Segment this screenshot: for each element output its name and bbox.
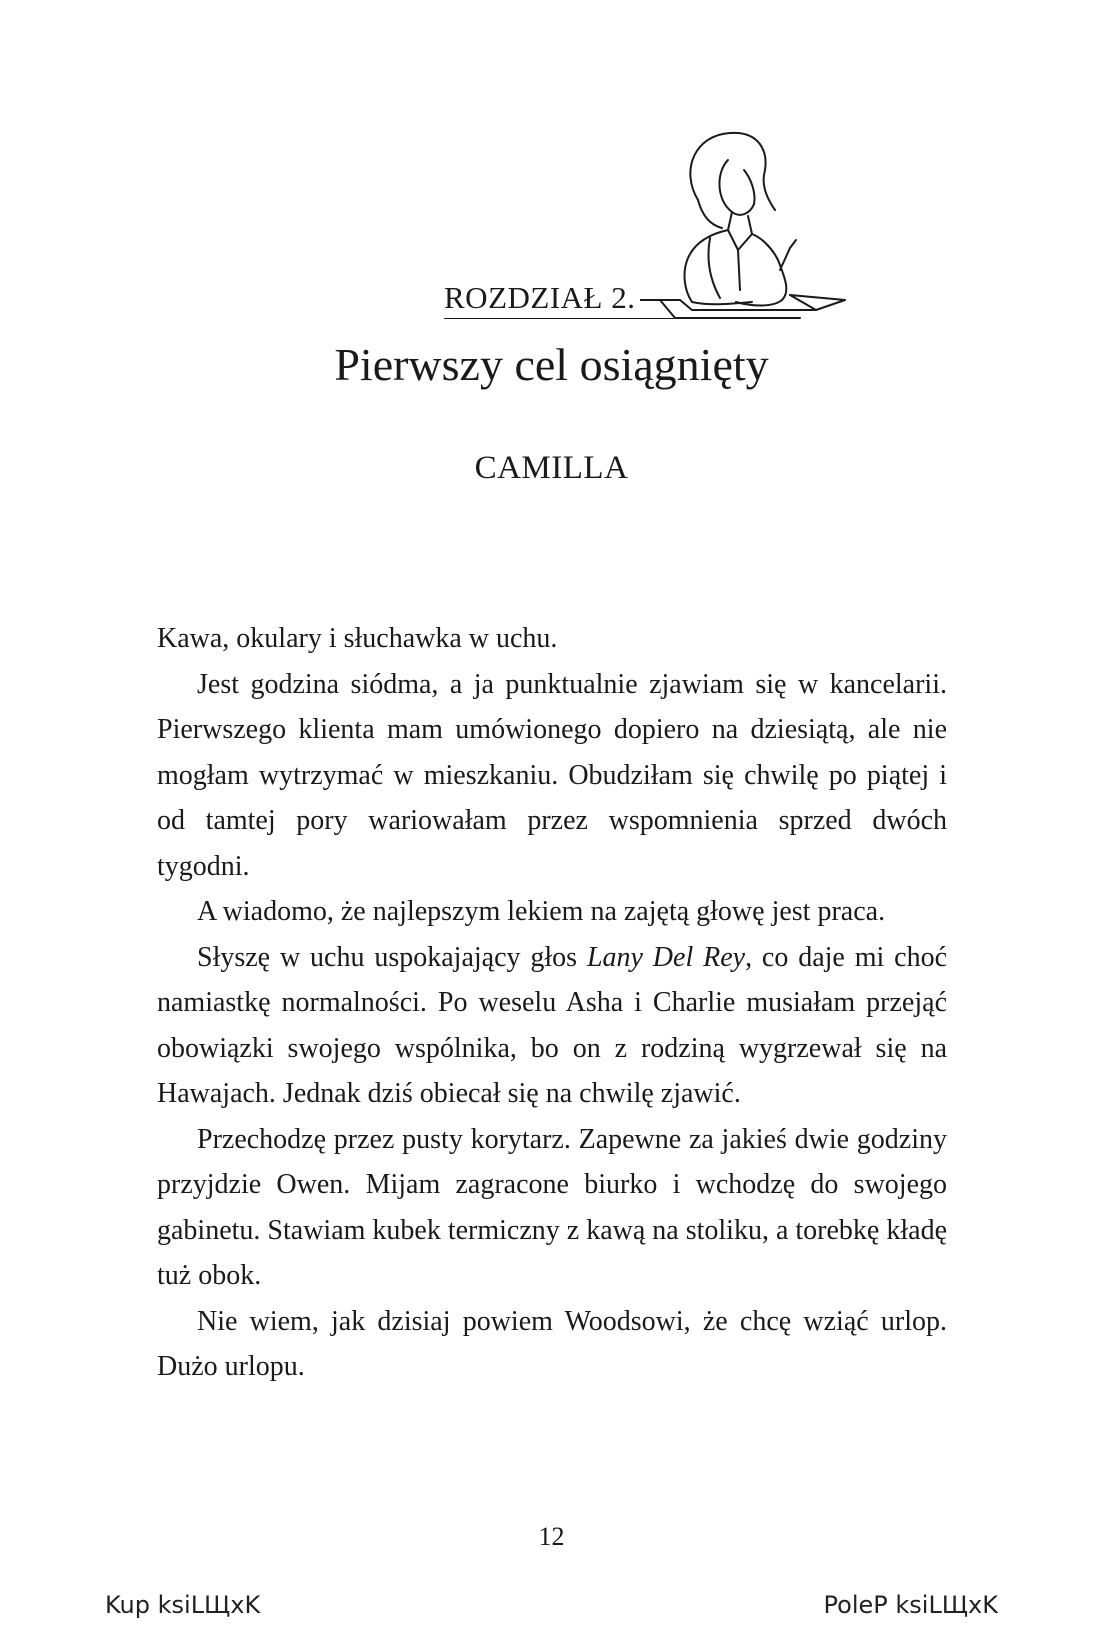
page-number: 12 [538, 1522, 565, 1551]
chapter-body [157, 616, 947, 1390]
woman-writing-at-desk-icon [640, 130, 900, 335]
chapter-label: ROZDZIAŁ 2. [444, 280, 636, 315]
buy-book-link[interactable]: Kup ksiLЩxK [105, 1591, 261, 1619]
paragraph-3: A wiadomo, że najlepszym lekiem na zajętą głowę jest praca. [197, 896, 886, 927]
paragraph-1: Kawa, okulary i słuchawka w uchu. [157, 623, 558, 654]
paragraph-4-start: Słyszę w uchu uspokajający głos [197, 941, 587, 973]
recommend-book-link[interactable]: PoleP ksiLЩxK [823, 1591, 998, 1619]
chapter-rule [444, 318, 674, 319]
paragraph-4-end: , co daje mi choć namiastkę normalności. Po weselu Asha i Charlie musiałam przejąć obowiązki swojego wspólnika, bo on z rodziną wygrzewał się na Hawajach. Jednak dziś obiecał się na chwilę zjawić. [157, 941, 948, 1109]
artist-name-italic: Lany Del Rey [586, 941, 746, 973]
paragraph-2: Jest godzina siódma, a ja punktualnie zjawiam się w kancelarii. Pierwszego klienta mam umówionego dopiero na dziesiątą, ale nie mogłam wytrzymać w mieszkaniu. Obudziłam się chwilę po piątej i od tamtej pory wariowałam przez wspomnienia sprzed dwóch tygodni. [157, 668, 947, 882]
paragraph-6: Nie wiem, jak dzisiaj powiem Woodsowi, że chcę wziąć urlop. Dużo urlopu. [157, 1305, 947, 1382]
pov-character-name: CAMILLA [474, 450, 629, 486]
paragraph-4 [157, 935, 947, 1117]
chapter-title: Pierwszy cel osiągnięty [334, 339, 769, 390]
paragraph-5: Przechodzę przez pusty korytarz. Zapewne za jakieś dwie godziny przyjdzie Owen. Mijam zagracone biurko i wchodzę do swojego gabinetu. Stawiam kubek termiczny z kawą na stoliku, a torebkę kładę tuż obok. [157, 1123, 947, 1291]
